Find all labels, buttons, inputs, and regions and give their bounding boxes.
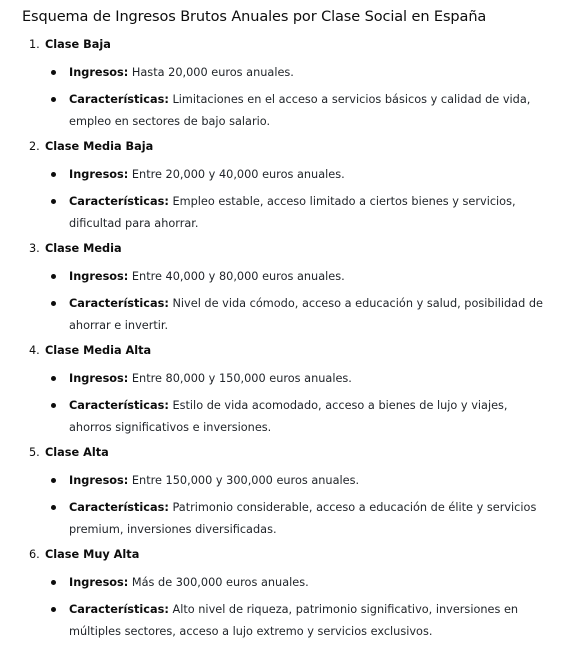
income-value: Entre 40,000 y 80,000 euros anuales. bbox=[131, 270, 345, 283]
bullet-icon bbox=[51, 505, 56, 510]
bullet-icon bbox=[51, 70, 56, 75]
section-number: 1. bbox=[29, 38, 40, 51]
bullet-icon bbox=[51, 376, 56, 381]
section-number: 4. bbox=[29, 344, 40, 357]
section-title: Clase Alta bbox=[45, 446, 109, 459]
bullet-icon bbox=[51, 274, 56, 279]
section-title: Clase Media Baja bbox=[45, 140, 154, 153]
income-text bbox=[69, 62, 547, 84]
section-number: 5. bbox=[29, 446, 40, 459]
income-value: Más de 300,000 euros anuales. bbox=[131, 576, 309, 589]
income-label: Ingresos: bbox=[69, 66, 129, 79]
traits-text bbox=[69, 599, 547, 643]
bullet-icon bbox=[51, 172, 56, 177]
income-label: Ingresos: bbox=[69, 270, 129, 283]
section-number: 3. bbox=[29, 242, 40, 255]
section-title: Clase Media Alta bbox=[45, 344, 152, 357]
traits-label: Características: bbox=[69, 93, 169, 106]
income-text bbox=[69, 572, 547, 594]
traits-text bbox=[69, 497, 547, 541]
page-title: Esquema de Ingresos Brutos Anuales por Clase Social en España bbox=[22, 9, 487, 25]
traits-label: Características: bbox=[69, 195, 169, 208]
income-text bbox=[69, 266, 547, 288]
income-value: Entre 80,000 y 150,000 euros anuales. bbox=[131, 372, 352, 385]
bullet-icon bbox=[51, 478, 56, 483]
traits-text bbox=[69, 395, 547, 439]
traits-text bbox=[69, 89, 547, 133]
income-value: Entre 150,000 y 300,000 euros anuales. bbox=[131, 474, 360, 487]
traits-value: Alto nivel de riqueza, patrimonio significativo, inversiones en múltiples sectores, acceso a lujo extremo y servicios exclusivos. bbox=[69, 603, 519, 638]
bullet-icon bbox=[51, 97, 56, 102]
bullet-icon bbox=[51, 403, 56, 408]
bullet-icon bbox=[51, 199, 56, 204]
section-number: 2. bbox=[29, 140, 40, 153]
section-title: Clase Muy Alta bbox=[45, 548, 140, 561]
income-label: Ingresos: bbox=[69, 168, 129, 181]
traits-value: Limitaciones en el acceso a servicios básicos y calidad de vida, empleo en sectores de bajo salario. bbox=[69, 93, 531, 128]
income-label: Ingresos: bbox=[69, 474, 129, 487]
income-label: Ingresos: bbox=[69, 576, 129, 589]
income-text bbox=[69, 470, 547, 492]
income-text bbox=[69, 368, 547, 390]
traits-value: Estilo de vida acomodado, acceso a bienes de lujo y viajes, ahorros significativos e inversiones. bbox=[69, 399, 508, 434]
traits-value: Patrimonio considerable, acceso a educación de élite y servicios premium, inversiones diversificadas. bbox=[69, 501, 537, 536]
section-title: Clase Baja bbox=[45, 38, 111, 51]
traits-value: Nivel de vida cómodo, acceso a educación y salud, posibilidad de ahorrar e invertir. bbox=[69, 297, 543, 332]
bullet-icon bbox=[51, 301, 56, 306]
section-title: Clase Media bbox=[45, 242, 122, 255]
traits-text bbox=[69, 293, 547, 337]
income-text bbox=[69, 164, 547, 186]
traits-label: Características: bbox=[69, 603, 169, 616]
traits-text bbox=[69, 191, 547, 235]
traits-label: Características: bbox=[69, 297, 169, 310]
bullet-icon bbox=[51, 607, 56, 612]
income-value: Hasta 20,000 euros anuales. bbox=[131, 66, 294, 79]
income-value: Entre 20,000 y 40,000 euros anuales. bbox=[131, 168, 345, 181]
traits-value: Empleo estable, acceso limitado a ciertos bienes y servicios, dificultad para ahorrar. bbox=[69, 195, 516, 230]
traits-label: Características: bbox=[69, 399, 169, 412]
bullet-icon bbox=[51, 580, 56, 585]
traits-label: Características: bbox=[69, 501, 169, 514]
income-label: Ingresos: bbox=[69, 372, 129, 385]
section-number: 6. bbox=[29, 548, 40, 561]
